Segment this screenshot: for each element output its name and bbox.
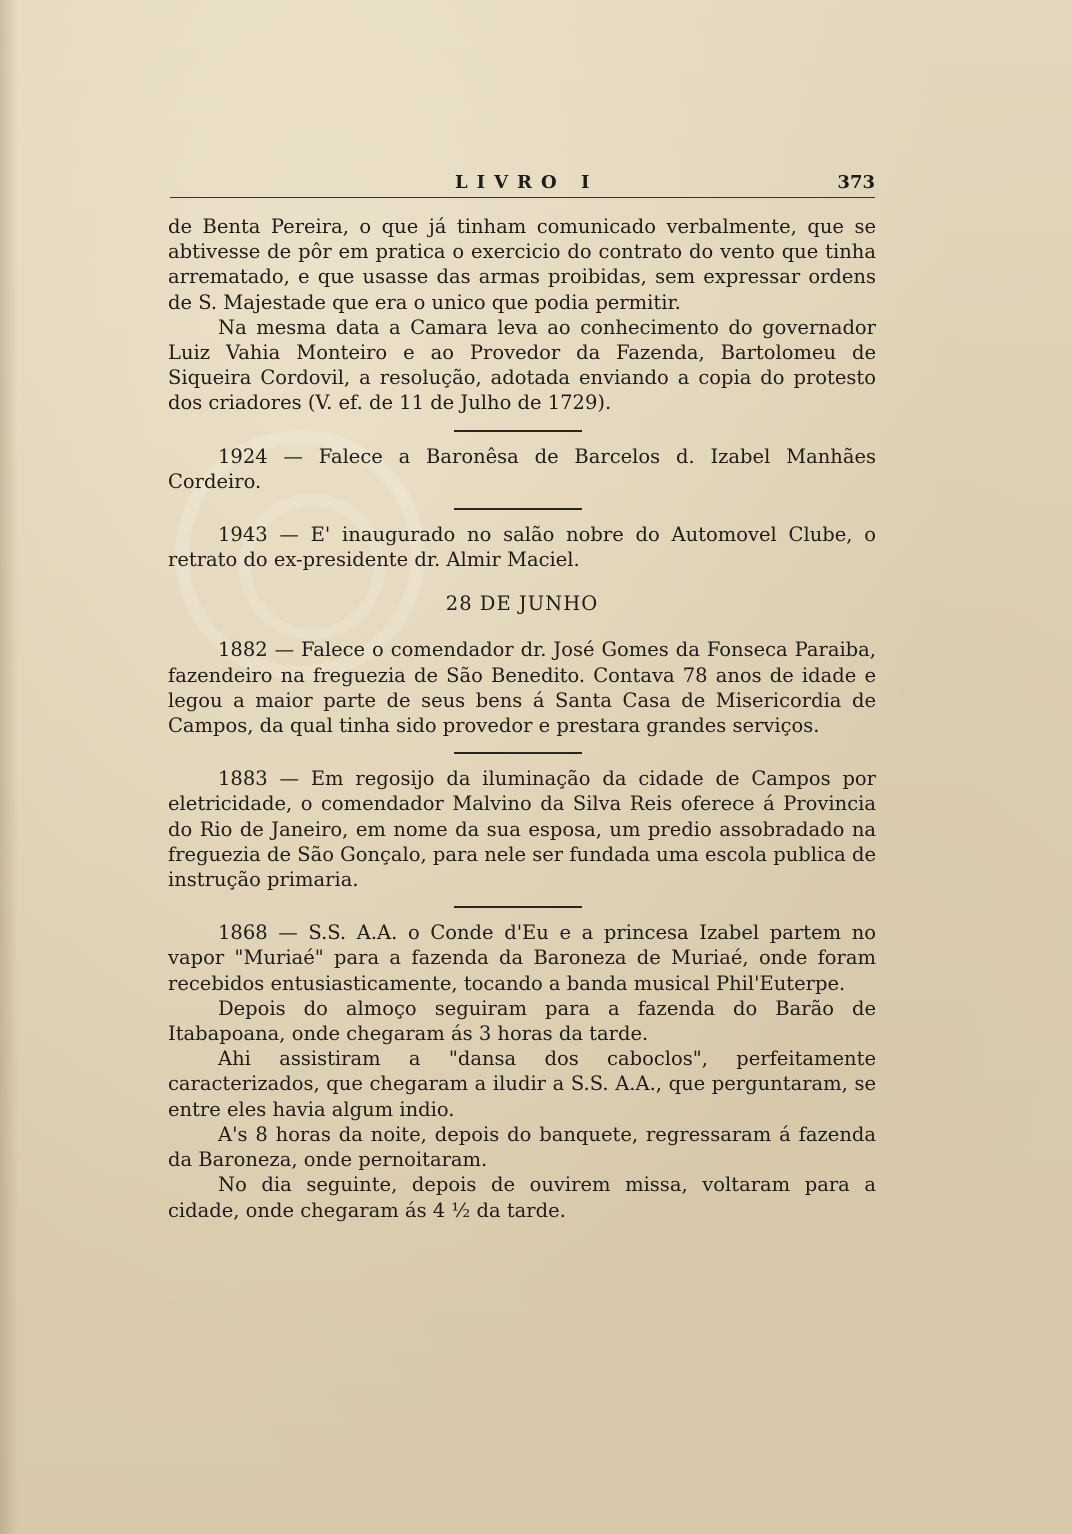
entry-1883: 1883 — Em regosijo da iluminação da cidade de Campos por eletricidade, o comendador Malvino da Silva Reis oferece á Provincia do Rio de Janeiro, em nome da sua esposa, um predio assobradado na freguezia de São Gonçalo, para nele ser fundada uma escola publica de instrução primaria.	[168, 767, 876, 892]
section-separator	[454, 752, 582, 754]
page-header	[170, 172, 875, 196]
header-rule	[170, 197, 875, 198]
paragraph: No dia seguinte, depois de ouvirem missa, voltaram para a cidade, onde chegaram ás 4 ½ da tarde.	[168, 1173, 876, 1222]
page-number: 373	[837, 172, 875, 193]
page-body	[168, 214, 876, 1223]
section-separator	[454, 508, 582, 510]
date-heading: 28 DE JUNHO	[445, 592, 599, 616]
paragraph: A's 8 horas da noite, depois do banquete, regressaram á fazenda da Baroneza, onde pernoitaram.	[168, 1122, 876, 1172]
running-title: LIVRO I	[455, 172, 599, 193]
entry-1868: 1868 — S.S. A.A. o Conde d'Eu e a princesa Izabel partem no vapor "Muriaé" para a fazenda da Baroneza de Muriaé, onde foram recebidos entusiasticamente, tocando a banda musical Phil'Euterpe.	[168, 921, 876, 995]
entry-1924: 1924 — Falece a Baronêsa de Barcelos d. Izabel Manhães Cordeiro.	[168, 444, 876, 493]
paragraph: de Benta Pereira, o que já tinham comunicado verbalmente, que se abtivesse de pôr em pratica o exercicio do contrato do vento que tinha arrematado, e que usasse das armas proibidas, sem expressar ordens de S. Majestade que era o unico que podia permitir.	[168, 215, 876, 314]
paragraph: Na mesma data a Camara leva ao conhecimento do governador Luiz Vahia Monteiro e ao Provedor da Fazenda, Bartolomeu de Siqueira Cordovil, a resolução, adotada enviando a copia do protesto dos criadores (V. ef. de 11 de Julho de 1729).	[168, 315, 876, 415]
paragraph: Depois do almoço seguiram para a fazenda do Barão de Itabapoana, onde chegaram ás 3 horas da tarde.	[168, 996, 876, 1046]
entry-1943: 1943 — E' inaugurado no salão nobre do Automovel Clube, o retrato do ex-presidente dr. Almir Maciel.	[168, 523, 876, 572]
paragraph: Ahi assistiram a "dansa dos caboclos", perfeitamente caracterizados, que chegaram a iludir a S.S. A.A., que perguntaram, se entre eles havia algum indio.	[168, 1047, 876, 1121]
page-edge-shadow	[0, 0, 18, 1534]
section-separator	[454, 430, 582, 432]
entry-1882: 1882 — Falece o comendador dr. José Gomes da Fonseca Paraiba, fazendeiro na freguezia de São Benedito. Contava 78 anos de idade e legou a maior parte de seus bens á Santa Casa de Misericordia de Campos, da qual tinha sido provedor e prestara grandes serviços.	[168, 638, 876, 738]
section-separator	[454, 906, 582, 908]
